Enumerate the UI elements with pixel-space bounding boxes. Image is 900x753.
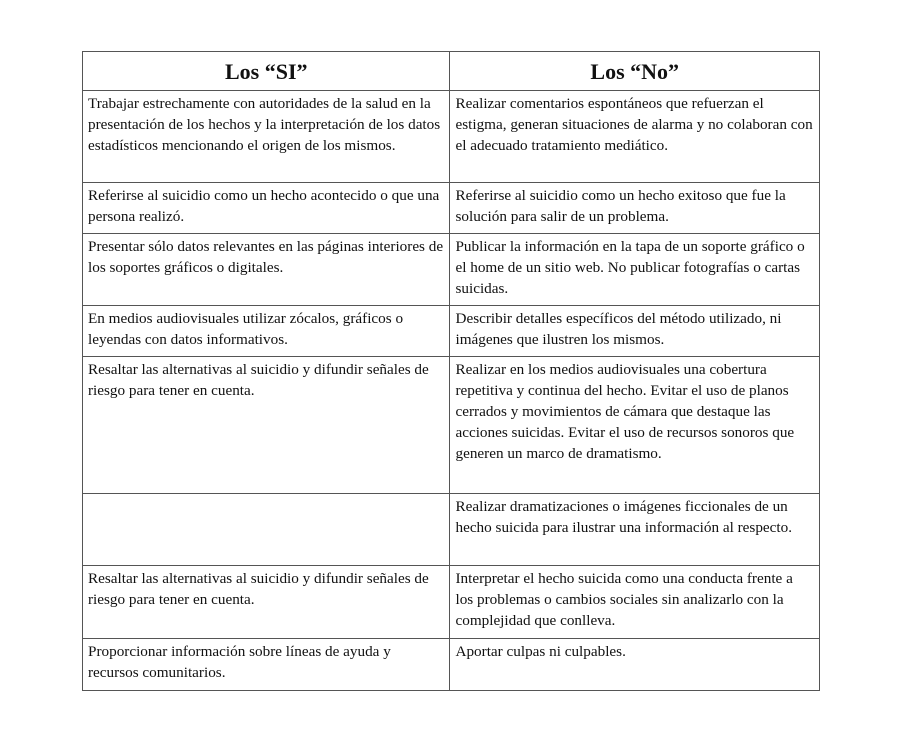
table-row: [83, 566, 820, 639]
header-si: Los “SI”: [83, 52, 450, 91]
table-row: [83, 494, 820, 566]
table-row: [83, 639, 820, 691]
table-row: [83, 183, 820, 234]
cell-no: Realizar dramatizaciones o imágenes ficcionales de un hecho suicida para ilustrar una información al respecto.: [450, 494, 820, 566]
cell-no: Referirse al suicidio como un hecho exitoso que fue la solución para salir de un problema.: [450, 183, 820, 234]
cell-si-empty: [83, 494, 450, 566]
cell-si: Proporcionar información sobre líneas de ayuda y recursos comunitarios.: [83, 639, 450, 691]
cell-no: Describir detalles específicos del método utilizado, ni imágenes que ilustren los mismos.: [450, 306, 820, 357]
media-guidelines-table: [82, 51, 820, 691]
cell-si: Referirse al suicidio como un hecho acontecido o que una persona realizó.: [83, 183, 450, 234]
table-row: [83, 306, 820, 357]
cell-si: En medios audiovisuales utilizar zócalos, gráficos o leyendas con datos informativos.: [83, 306, 450, 357]
cell-si: Resaltar las alternativas al suicidio y difundir señales de riesgo para tener en cuenta.: [83, 357, 450, 494]
table-row: [83, 357, 820, 494]
table-row: [83, 234, 820, 306]
cell-si: Trabajar estrechamente con autoridades de la salud en la presentación de los hechos y la interpretación de los datos estadísticos mencionando el origen de los mismos.: [83, 91, 450, 183]
cell-no: Aportar culpas ni culpables.: [450, 639, 820, 691]
cell-no: Publicar la información en la tapa de un soporte gráfico o el home de un sitio web. No publicar fotografías o cartas suicidas.: [450, 234, 820, 306]
cell-si: Resaltar las alternativas al suicidio y difundir señales de riesgo para tener en cuenta.: [83, 566, 450, 639]
header-row: [83, 52, 820, 91]
table-row: [83, 91, 820, 183]
cell-no: Realizar en los medios audiovisuales una cobertura repetitiva y continua del hecho. Evitar el uso de planos cerrados y movimientos de cámara que destaque las acciones suicidas. Evitar el uso de recursos sonoros que generen un marco de dramatismo.: [450, 357, 820, 494]
header-no: Los “No”: [450, 52, 820, 91]
cell-si: Presentar sólo datos relevantes en las páginas interiores de los soportes gráficos o digitales.: [83, 234, 450, 306]
cell-no: Realizar comentarios espontáneos que refuerzan el estigma, generan situaciones de alarma y no colaboran con el adecuado tratamiento mediático.: [450, 91, 820, 183]
cell-no: Interpretar el hecho suicida como una conducta frente a los problemas o cambios sociales sin analizarlo con la complejidad que conlleva.: [450, 566, 820, 639]
